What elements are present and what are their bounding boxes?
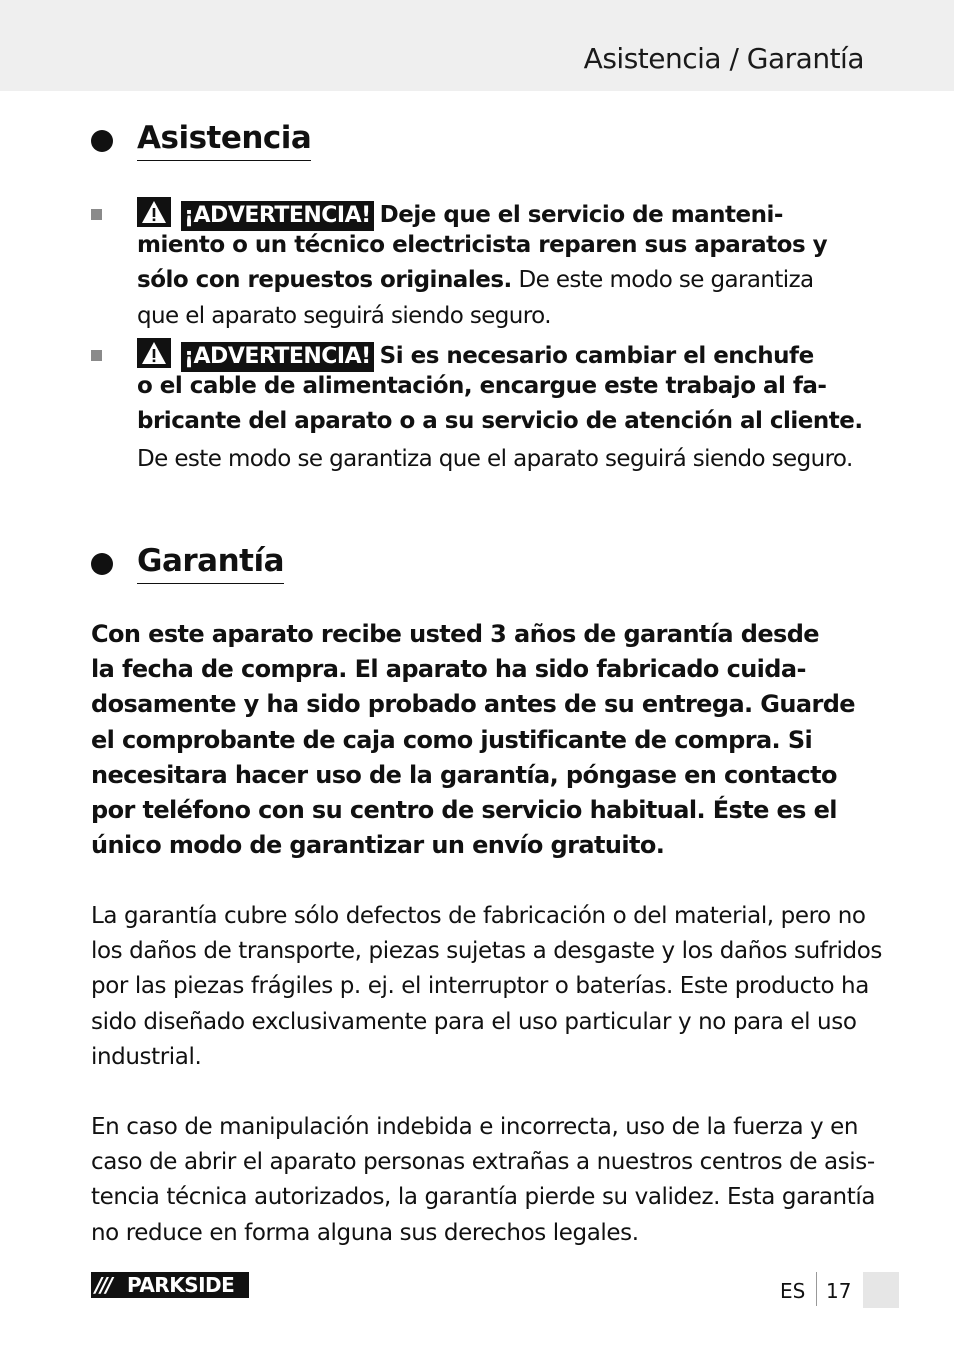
section-title: Asistencia <box>137 120 311 161</box>
warning-text-bold: sólo con repuestos originales. <box>137 267 512 293</box>
warning-text-bold: Deje que el servicio de manteni- <box>379 202 783 228</box>
section-bullet-icon <box>91 553 113 575</box>
paragraph-line: dosamente y ha sido probado antes de su entrega. Guarde <box>91 690 855 718</box>
warning-label: ¡ADVERTENCIA! <box>181 201 374 231</box>
paragraph-line: sido diseñado exclusivamente para el uso particular y no para el uso <box>91 1009 857 1035</box>
paragraph-line: la fecha de compra. El aparato ha sido fabricado cuida- <box>91 655 806 683</box>
paragraph-line: los daños de transporte, piezas sujetas a desgaste y los daños sufridos <box>91 938 882 964</box>
warning-text-bold: miento o un técnico electricista reparen sus aparatos y <box>137 232 828 258</box>
warning-triangle-icon <box>137 338 171 368</box>
footer-divider <box>816 1272 817 1306</box>
paragraph-line: tencia técnica autorizados, la garantía pierde su validez. Esta garantía <box>91 1184 876 1210</box>
paragraph-line: La garantía cubre sólo defectos de fabricación o del material, pero no <box>91 903 866 929</box>
warning-text-bold: Si es necesario cambiar el enchufe <box>379 343 814 369</box>
list-bullet-square <box>91 350 102 361</box>
paragraph-line: En caso de manipulación indebida e incorrecta, uso de la fuerza y en <box>91 1114 859 1140</box>
parkside-logo <box>91 1272 249 1298</box>
section-bullet-icon <box>91 130 113 152</box>
warning-line <box>137 197 783 231</box>
page-number: 17 <box>826 1279 852 1303</box>
footer-tab-marker <box>863 1272 899 1308</box>
page-header-title: Asistencia / Garantía <box>583 42 864 75</box>
warning-line <box>137 408 863 434</box>
list-bullet-square <box>91 209 102 220</box>
warning-line <box>137 232 827 258</box>
warning-line <box>137 446 853 472</box>
warning-text: que el aparato seguirá siendo seguro. <box>137 303 551 329</box>
paragraph-line: no reduce en forma alguna sus derechos legales. <box>91 1220 639 1246</box>
paragraph-line: por las piezas frágiles p. ej. el interruptor o baterías. Este producto ha <box>91 973 869 999</box>
warning-triangle-icon <box>137 197 171 227</box>
paragraph-line: industrial. <box>91 1044 202 1070</box>
warning-line <box>137 373 826 399</box>
paragraph-line: el comprobante de caja como justificante de compra. Si <box>91 726 813 754</box>
section-title: Garantía <box>137 543 284 584</box>
paragraph-line: por teléfono con su centro de servicio habitual. Éste es el <box>91 796 837 824</box>
paragraph-line: necesitara hacer uso de la garantía, póngase en contacto <box>91 761 837 789</box>
warning-text-bold: o el cable de alimentación, encargue este trabajo al fa- <box>137 373 827 399</box>
paragraph-line: caso de abrir el aparato personas extrañas a nuestros centros de asis- <box>91 1149 875 1175</box>
paragraph-line: Con este aparato recibe usted 3 años de garantía desde <box>91 620 819 648</box>
warning-label: ¡ADVERTENCIA! <box>181 342 374 372</box>
warning-line <box>137 338 814 372</box>
logo-slashes: /// <box>95 1273 111 1297</box>
paragraph-line: único modo de garantizar un envío gratuito. <box>91 831 665 859</box>
language-code: ES <box>780 1279 806 1303</box>
warning-text: De este modo se garantiza <box>511 267 814 293</box>
warning-line <box>137 303 551 329</box>
warning-text-bold: bricante del aparato o a su servicio de atención al cliente. <box>137 408 863 434</box>
warning-line <box>137 267 814 293</box>
warning-text: De este modo se garantiza que el aparato seguirá siendo seguro. <box>137 446 853 472</box>
logo-text: PARKSIDE <box>127 1273 235 1297</box>
